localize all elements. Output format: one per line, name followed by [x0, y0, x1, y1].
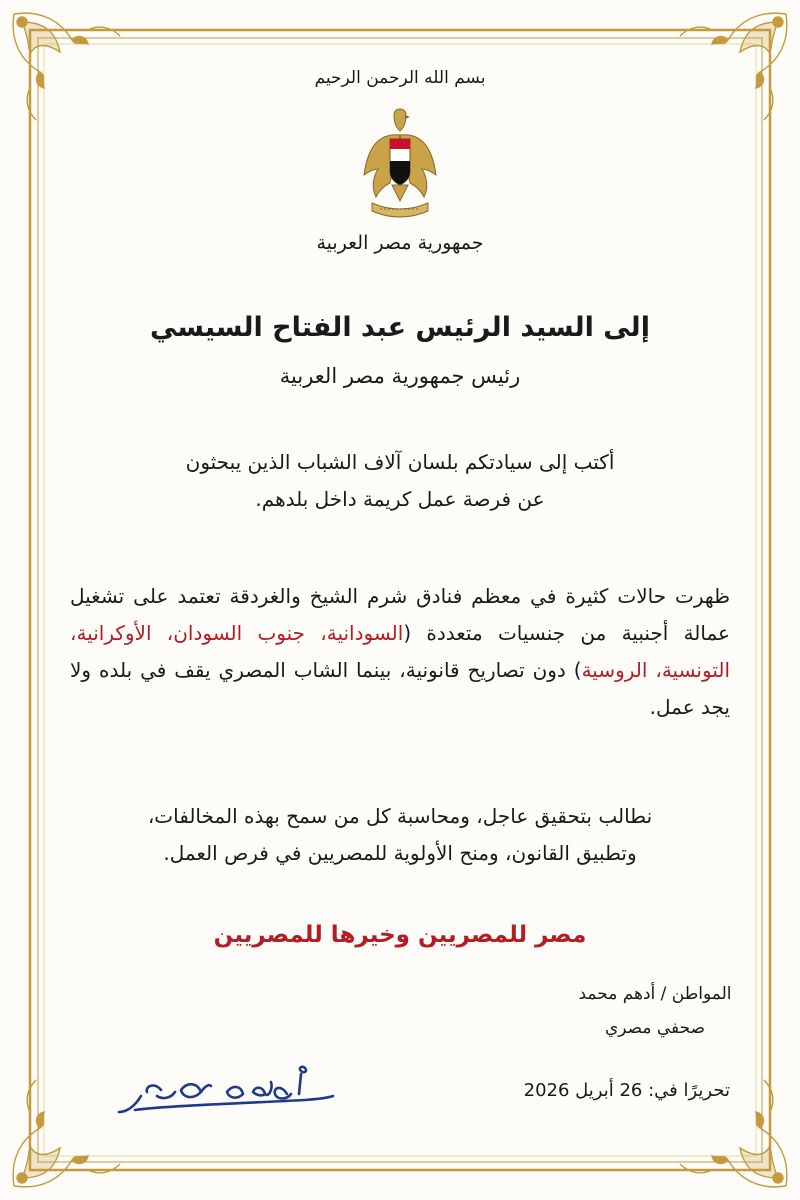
eagle-of-saladin-emblem-icon	[360, 105, 440, 225]
handwritten-signature-icon	[105, 1060, 345, 1130]
paragraph-demands-line-1: نطالب بتحقيق عاجل، ومحاسبة كل من سمح بهذه المخالفات،	[147, 804, 653, 828]
paragraph-intro	[70, 444, 730, 518]
recipient-title: رئيس جمهورية مصر العربية	[279, 364, 521, 388]
country-name: جمهورية مصر العربية	[316, 232, 484, 254]
paragraph-demands-line-2: وتطبيق القانون، ومنح الأولوية للمصريين في فرص العمل.	[163, 841, 637, 865]
letter-content	[70, 0, 730, 1200]
paragraph-demands	[70, 798, 730, 872]
paragraph-complaint-end: ) دون تصاريح قانونية، بينما الشاب المصري يقف في بلده ولا يجد عمل.	[70, 658, 730, 719]
date-line: تحريرًا في: 26 أبريل 2026	[523, 1080, 730, 1101]
paragraph-complaint	[70, 578, 730, 726]
nationalities-highlight: السودانية، جنوب السودان، الأوكرانية، التونسية، الروسية	[70, 621, 731, 682]
paragraph-intro-line-1: أكتب إلى سيادتكم بلسان آلاف الشباب الذين يبحثون	[185, 450, 615, 474]
recipient-name: إلى السيد الرئيس عبد الفتاح السيسي	[150, 312, 650, 343]
sender-role: صحفي مصري	[604, 1018, 706, 1038]
basmala: بسم الله الرحمن الرحيم	[314, 68, 486, 88]
sender-name: المواطن / أدهم محمد	[578, 984, 732, 1004]
slogan: مصر للمصريين وخيرها للمصريين	[213, 922, 587, 948]
paragraph-complaint-start: ظهرت حالات كثيرة في معظم فنادق شرم الشيخ والغردقة تعتمد على تشغيل عمالة أجنبية من جنسيات متعددة (	[70, 584, 730, 645]
paragraph-intro-line-2: عن فرصة عمل كريمة داخل بلدهم.	[255, 487, 545, 511]
